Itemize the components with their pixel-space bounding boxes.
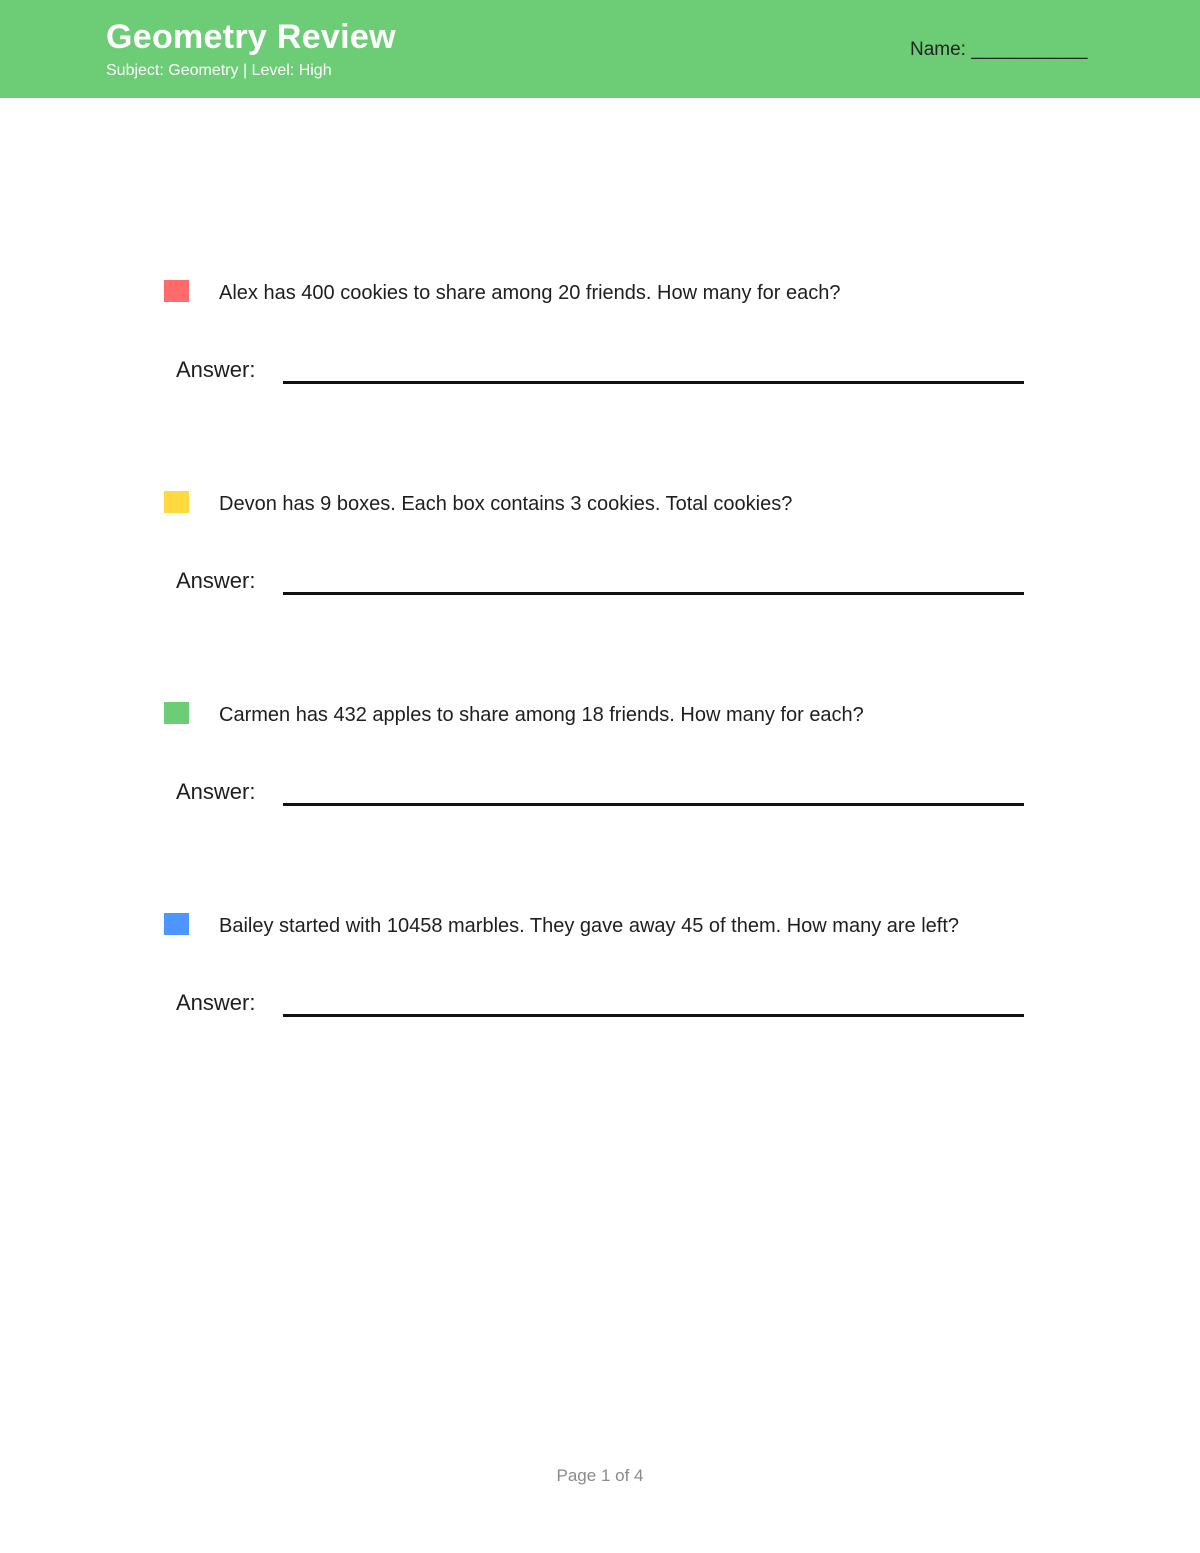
question-marker xyxy=(164,702,189,724)
question-marker xyxy=(164,913,189,935)
answer-label: Answer: xyxy=(176,357,256,382)
question-marker xyxy=(164,491,189,513)
question-item xyxy=(0,491,1200,631)
answer-line[interactable] xyxy=(283,381,1024,384)
question-item xyxy=(0,702,1200,842)
answer-line[interactable] xyxy=(283,1014,1024,1017)
question-text: Devon has 9 boxes. Each box contains 3 cookies. Total cookies? xyxy=(219,493,793,515)
name-field[interactable]: Name: ___________ xyxy=(910,39,1088,60)
answer-label: Answer: xyxy=(176,779,256,804)
answer-label: Answer: xyxy=(176,990,256,1015)
question-text: Alex has 400 cookies to share among 20 friends. How many for each? xyxy=(219,282,841,304)
question-text: Bailey started with 10458 marbles. They gave away 45 of them. How many are left? xyxy=(219,915,960,937)
page-number: Page 1 of 4 xyxy=(556,1466,644,1485)
question-text: Carmen has 432 apples to share among 18 friends. How many for each? xyxy=(219,704,864,726)
answer-label: Answer: xyxy=(176,568,256,593)
question-marker xyxy=(164,280,189,302)
answer-line[interactable] xyxy=(283,592,1024,595)
question-item xyxy=(0,280,1200,420)
answer-line[interactable] xyxy=(283,803,1024,806)
header-banner xyxy=(0,0,1200,98)
worksheet-title: Geometry Review xyxy=(106,18,396,56)
worksheet-subtitle: Subject: Geometry | Level: High xyxy=(106,62,332,79)
question-item xyxy=(0,913,1200,1053)
